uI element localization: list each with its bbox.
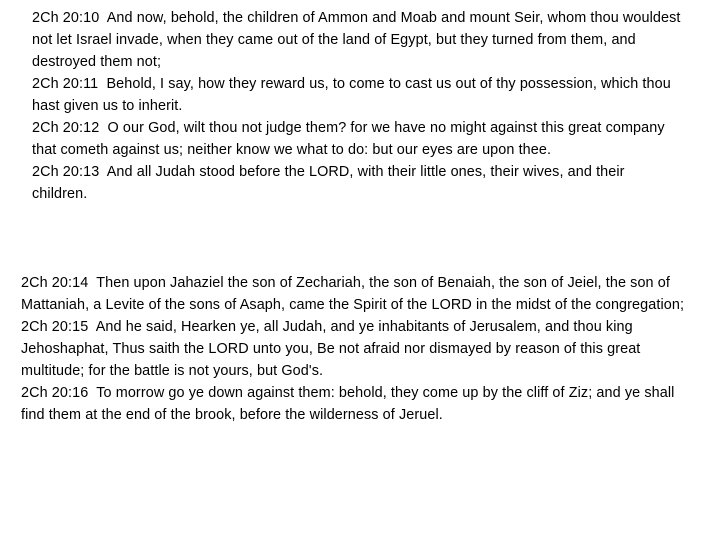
verse-reference: 2Ch 20:13 — [32, 164, 100, 180]
verse-text: And now, behold, the children of Ammon and Moab and mount Seir, whom thou wouldest not let Israel invade, when they came out of the land of Egypt, but they turned from them, and destroyed them not; — [32, 10, 685, 70]
verse-2ch-20-16 — [21, 382, 701, 426]
verse-2ch-20-10 — [32, 7, 685, 73]
verse-block-upper — [32, 7, 685, 205]
verse-text: O our God, wilt thou not judge them? for we have no might against this great company that cometh against us; neither know we what to do: but our eyes are upon thee. — [32, 120, 669, 158]
verse-reference: 2Ch 20:15 — [21, 319, 89, 335]
verse-2ch-20-14 — [21, 272, 701, 316]
verse-2ch-20-15 — [21, 316, 701, 382]
verse-text: And he said, Hearken ye, all Judah, and ye inhabitants of Jerusalem, and thou king Jehoshaphat, Thus saith the LORD unto you, Be not afraid nor dismayed by reason of this great multitude; for the battle is not yours, but God's. — [21, 319, 645, 379]
verse-reference: 2Ch 20:14 — [21, 275, 89, 291]
verse-reference: 2Ch 20:11 — [32, 76, 99, 92]
verse-reference: 2Ch 20:16 — [21, 385, 89, 401]
verse-text: Then upon Jahaziel the son of Zechariah, the son of Benaiah, the son of Jeiel, the son of Mattaniah, a Levite of the sons of Asaph, came the Spirit of the LORD in the midst of the congregation; — [21, 275, 685, 313]
verse-2ch-20-13 — [32, 161, 682, 205]
verse-2ch-20-12 — [32, 117, 682, 161]
verse-2ch-20-11 — [32, 73, 682, 117]
verse-reference: 2Ch 20:12 — [32, 120, 100, 136]
verse-block-lower — [21, 272, 701, 426]
verse-text: And all Judah stood before the LORD, with their little ones, their wives, and their children. — [32, 164, 629, 202]
verse-text: Behold, I say, how they reward us, to come to cast us out of thy possession, which thou hast given us to inherit. — [32, 76, 675, 114]
verse-reference: 2Ch 20:10 — [32, 10, 100, 26]
verse-text: To morrow go ye down against them: behold, they come up by the cliff of Ziz; and ye shall find them at the end of the brook, before the wilderness of Jeruel. — [21, 385, 679, 423]
